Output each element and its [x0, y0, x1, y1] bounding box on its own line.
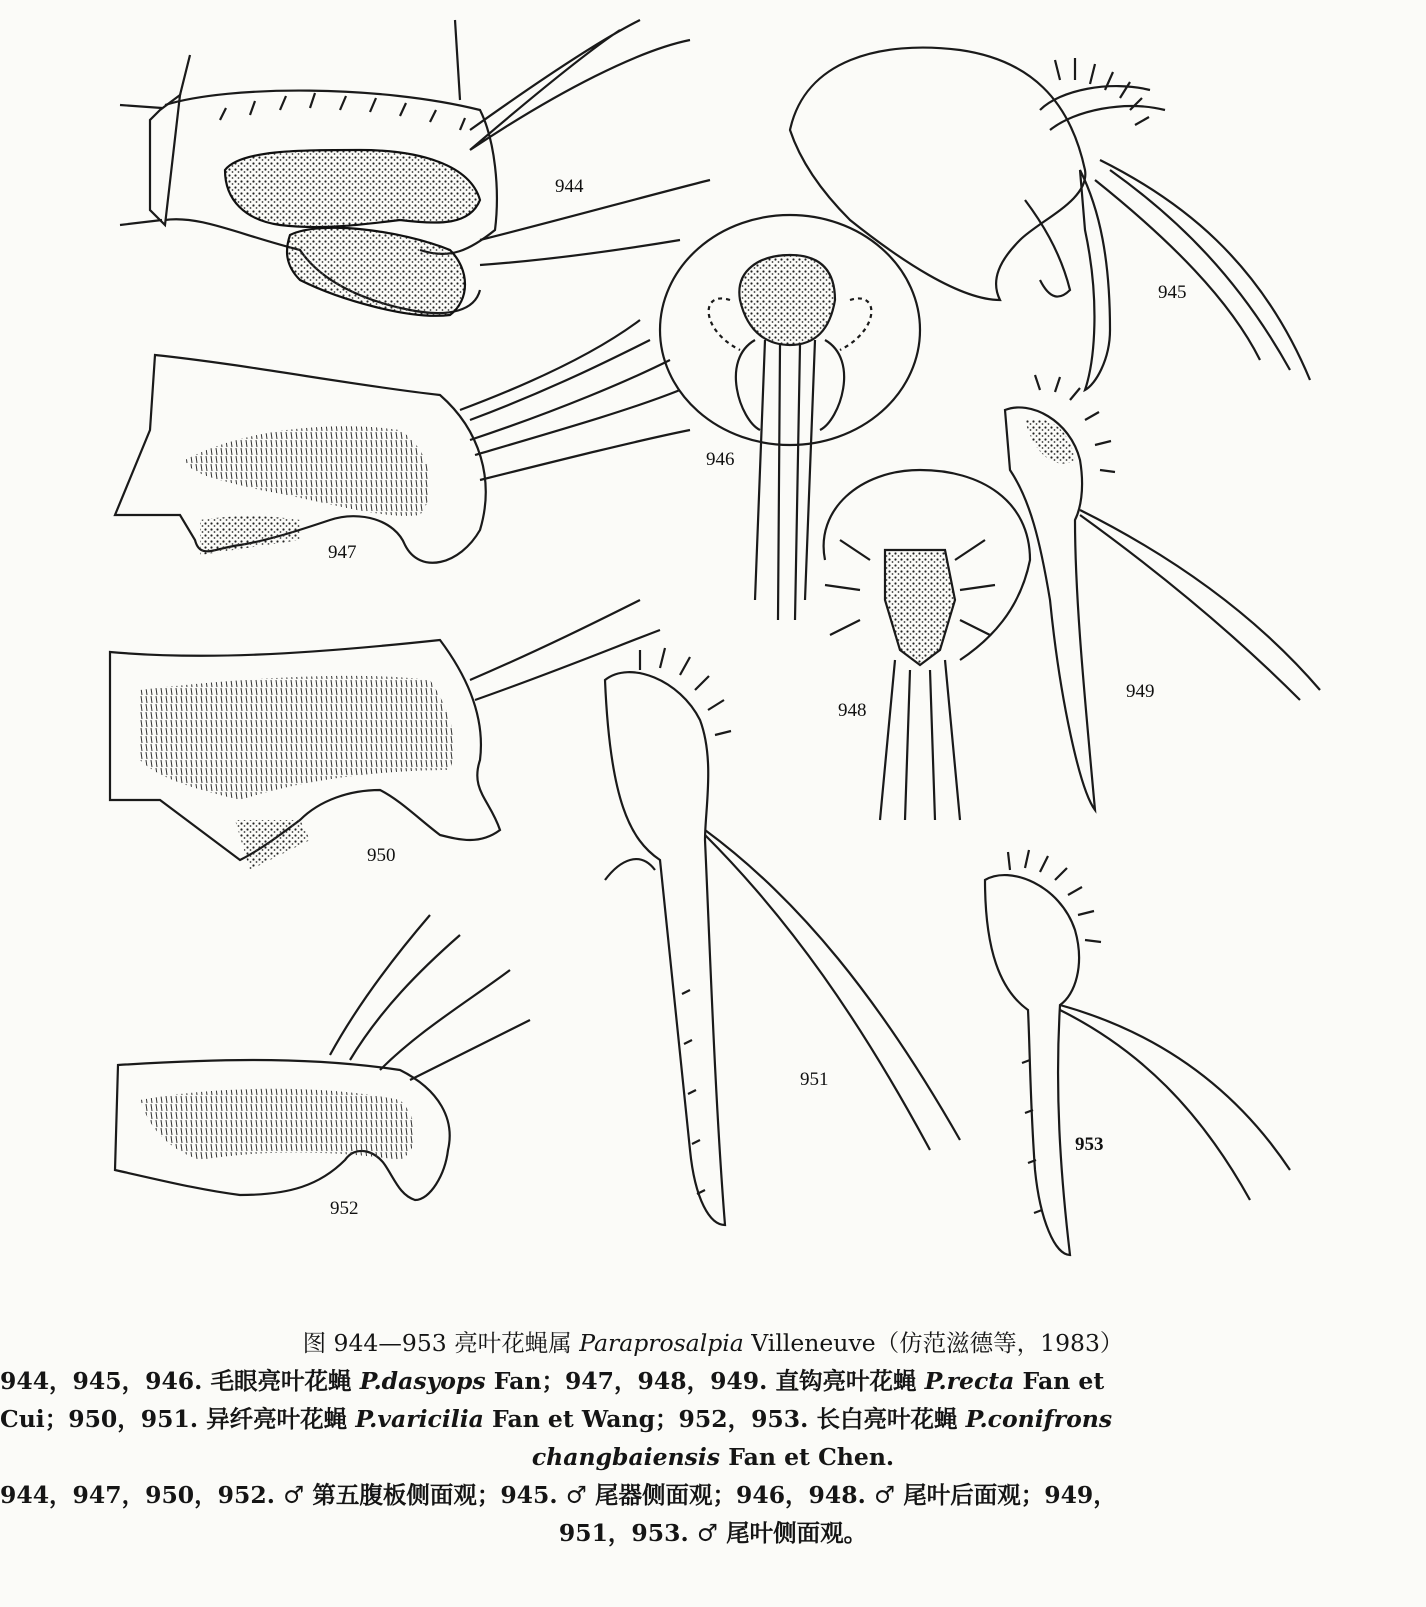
caption-text: 944，945，946. 毛眼亮叶花蝇	[0, 1367, 360, 1395]
caption-text: Fan；947，948，949. 直钩亮叶花蝇	[485, 1367, 925, 1395]
species-name: P.dasyops	[359, 1367, 486, 1395]
figure-951-label: 951	[800, 1069, 829, 1090]
caption-line-3	[0, 1400, 1426, 1438]
figure-946-label: 946	[706, 449, 735, 470]
caption-prefix: 图 944—953 亮叶花蝇属	[302, 1329, 580, 1357]
subspecies-name: changbaiensis	[531, 1443, 721, 1471]
caption-text: Fan et	[1014, 1367, 1105, 1395]
caption-line-5: 944，947，950，952. ♂ 第五腹板侧面观；945. ♂ 尾器侧面观；946，948. ♂ 尾叶后面观；949，	[0, 1481, 1117, 1509]
species-name: P.varicilia	[355, 1405, 484, 1433]
caption-author: Villeneuve（仿范滋德等，1983）	[743, 1329, 1124, 1357]
figure-953-drawing	[985, 850, 1290, 1255]
figure-952-label: 952	[330, 1198, 359, 1219]
caption-genus: Paraprosalpia	[579, 1329, 744, 1357]
caption-line-1	[0, 1324, 1426, 1362]
caption-line-4	[0, 1438, 1426, 1476]
figure-944-drawing	[120, 20, 710, 316]
figure-950-label: 950	[367, 845, 396, 866]
figure-944-label: 944	[555, 176, 584, 197]
figure-945-label: 945	[1158, 282, 1187, 303]
figure-945-drawing	[790, 48, 1310, 390]
figure-caption	[0, 1324, 1426, 1552]
caption-text: Cui；950，951. 异纤亮叶花蝇	[0, 1405, 356, 1433]
figure-952-drawing	[115, 915, 530, 1200]
figure-946-drawing	[660, 215, 920, 620]
caption-text: Fan et Chen.	[720, 1443, 895, 1471]
species-name: P.conifrons	[965, 1405, 1113, 1433]
species-name: P.recta	[924, 1367, 1015, 1395]
figure-947-drawing	[115, 320, 690, 563]
figure-948-label: 948	[838, 700, 867, 721]
figure-950-drawing	[110, 600, 660, 870]
caption-line-6: 951，953. ♂ 尾叶侧面观。	[558, 1519, 868, 1547]
figure-948-drawing	[824, 470, 1030, 820]
figure-953-label: 953	[1075, 1134, 1104, 1155]
figure-949-label: 949	[1126, 681, 1155, 702]
figure-949-drawing	[1005, 375, 1320, 810]
caption-text: Fan et Wang；952，953. 长白亮叶花蝇	[483, 1405, 966, 1433]
caption-line-2	[0, 1362, 1426, 1400]
figure-947-label: 947	[328, 542, 357, 563]
